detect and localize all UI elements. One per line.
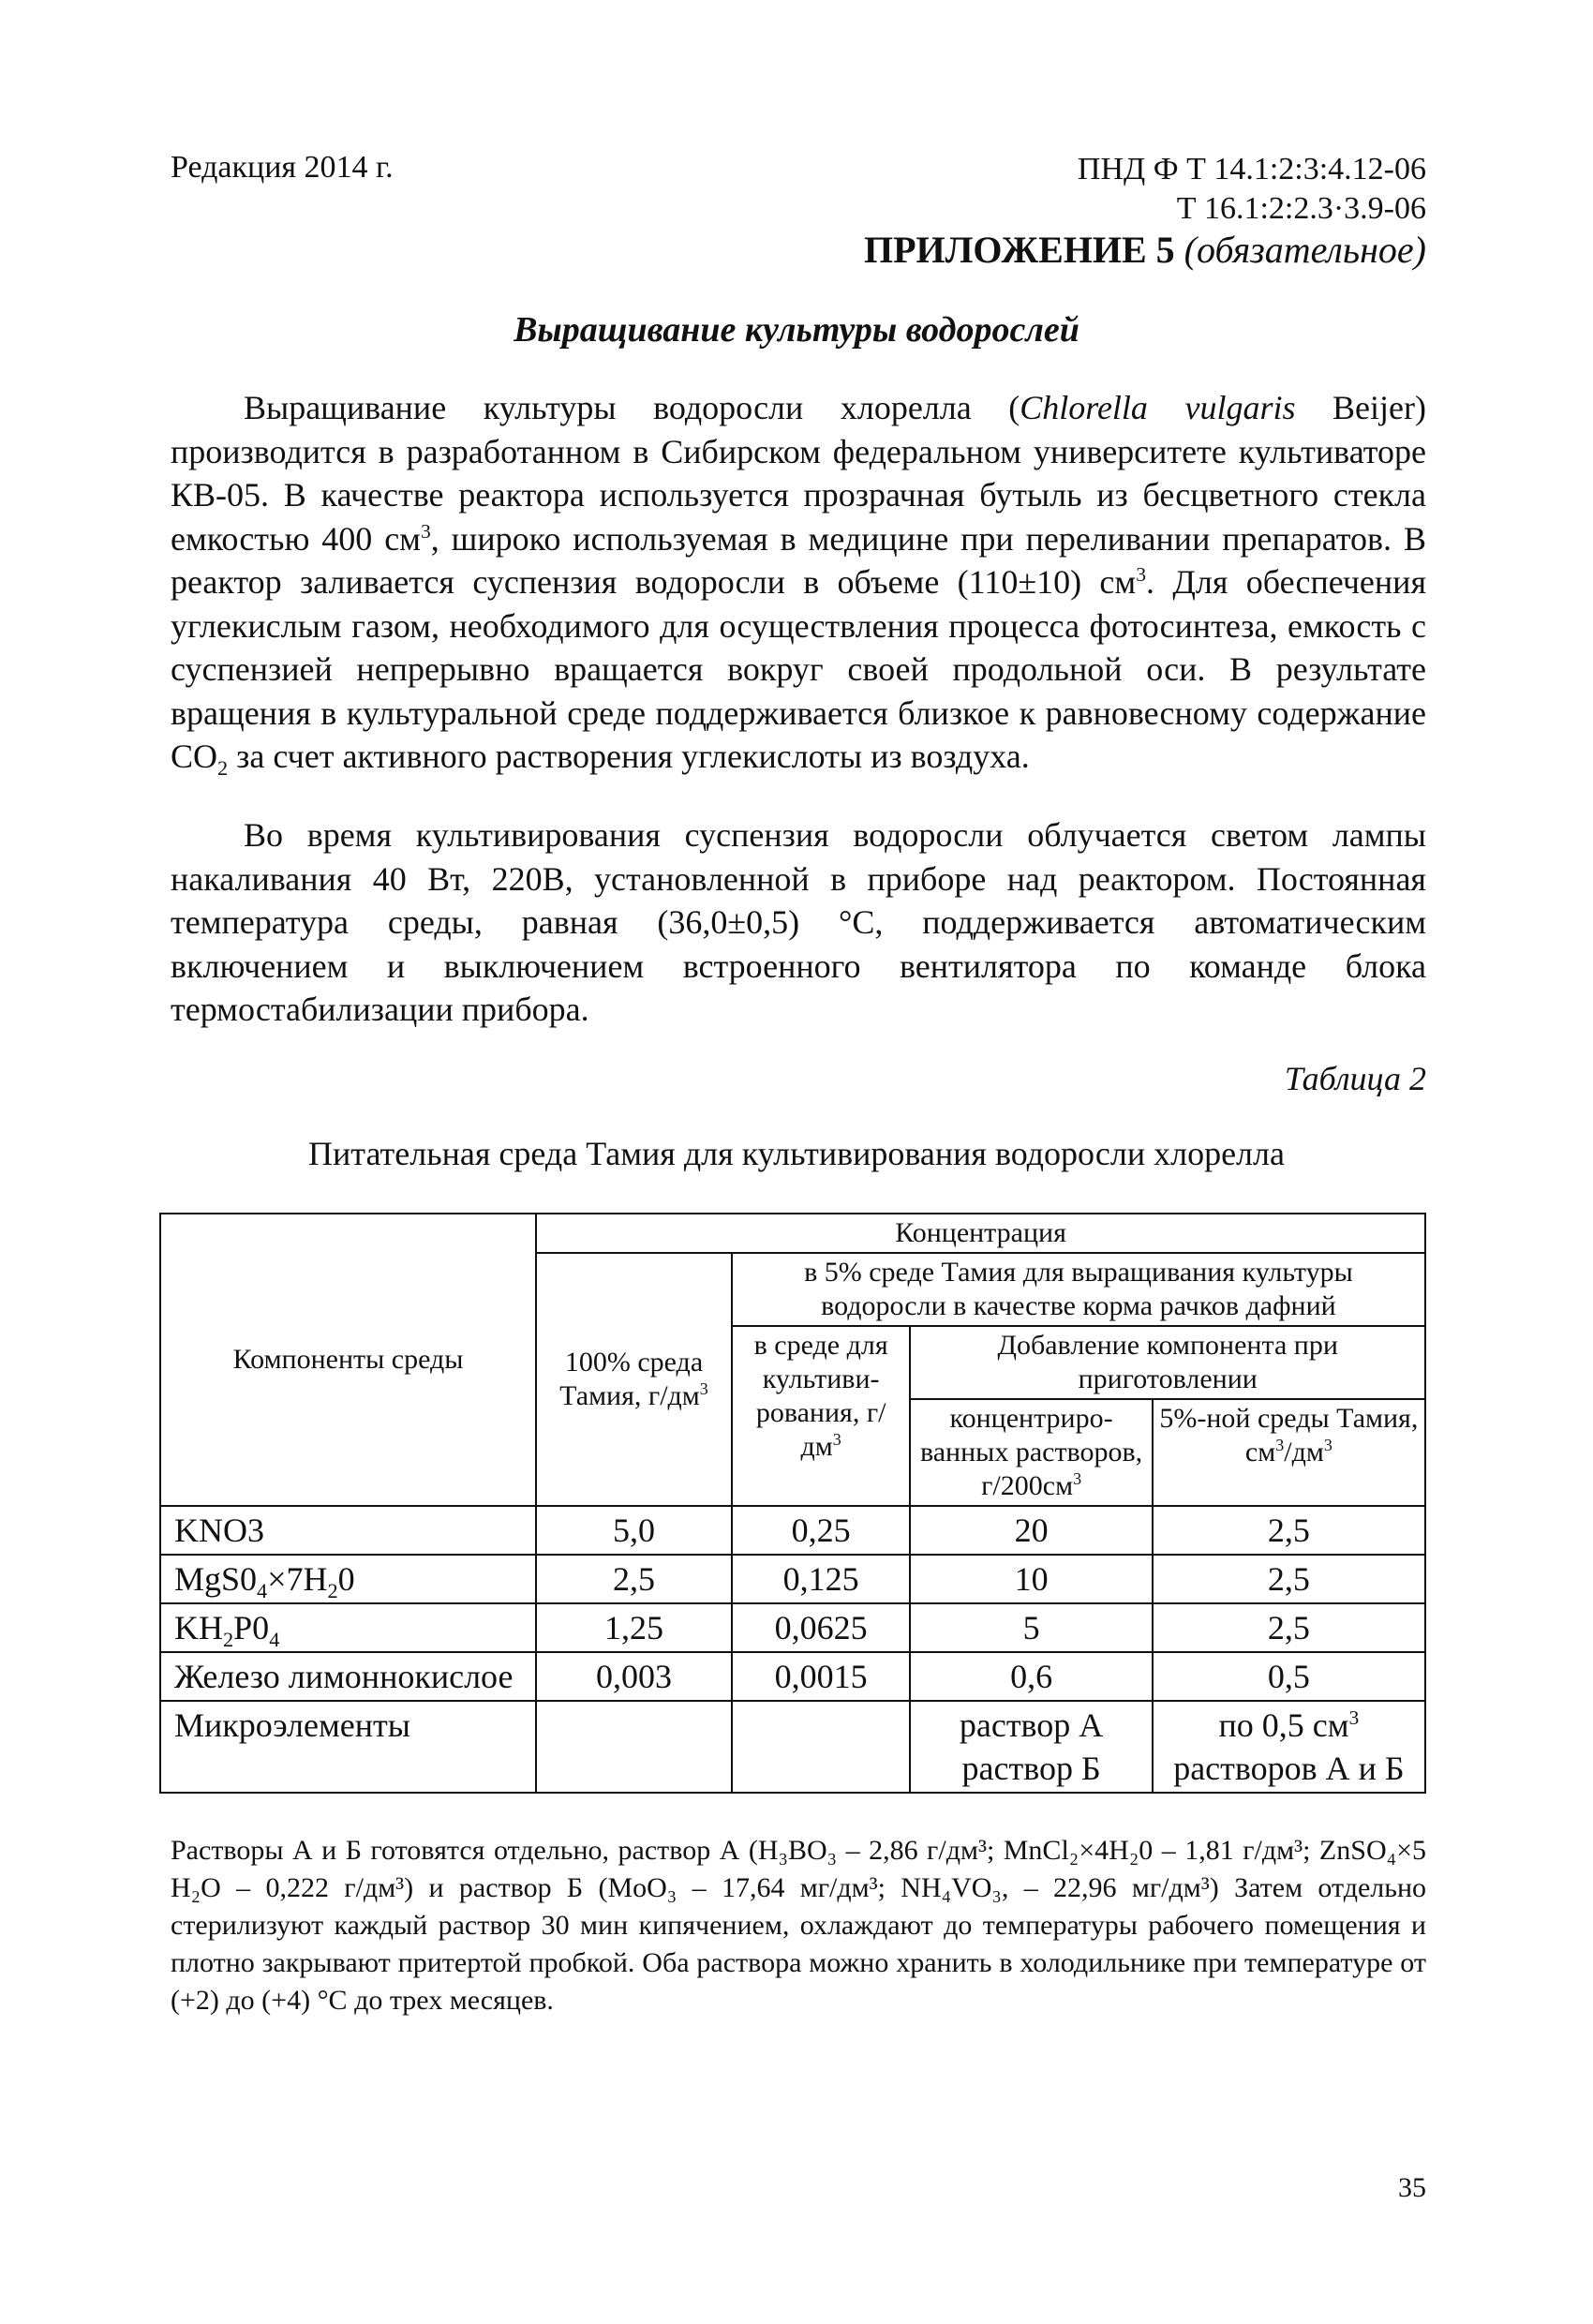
addition-cell: 2,5 [1153, 1506, 1425, 1555]
document-code-line2: Т 16.1:2:2.3·3.9-06 [1176, 191, 1426, 226]
table-footnote: Растворы А и Б готовятся отдельно, раствор А (H₃BO₃ – 2,86 г/дм³; MnCl₂×4H₂0 – 1,81 г/дм³; ZnSO₄×5 H₂O – 0,222 г/дм³) и раствор Б (MoO₃ – 17,64 мг/дм³; NH₄VO₃, – 22,96 мг/дм³) Затем отдельно стерилизуют каждый раствор 30 мин кипячением, охлаждают до температуры рабочего помещения и плотно закрывают притертой пробкой. Оба раствора можно хранить в холодильнике при температуре от (+2) до (+4) °С до трех месяцев. [171, 1835, 1426, 2016]
header-full-medium [536, 1253, 732, 1506]
document-code [1078, 150, 1426, 229]
paragraph-text: за счет активного растворения углекислоты из воздуха. [228, 737, 1030, 775]
cultivation-cell: 0,125 [732, 1555, 911, 1603]
table-row [160, 1555, 1425, 1603]
paragraph-text: . Для обеспечения углекислым газом, необходимого для осуществления процесса фотосинтеза, емкость с суспензией непрерывно вращается вокруг своей продольной оси. В результате вращения в культуральной среде поддерживается близкое к равновесному содержание СО [171, 563, 1427, 775]
cultivation-cell [732, 1701, 911, 1793]
component-cell [160, 1555, 536, 1603]
paragraph-irradiation [171, 813, 1426, 1032]
cultivation-cell: 0,0015 [732, 1652, 911, 1701]
subscript: 2 [217, 756, 229, 781]
header-components: Компоненты среды [160, 1214, 536, 1506]
document-code-line1: ПНД Ф Т 14.1:2:3:4.12-06 [1077, 152, 1426, 186]
header-text: 100% среда Тамия, г/дм [559, 1347, 704, 1411]
component-cell [160, 1603, 536, 1652]
nutrient-table [159, 1213, 1426, 1794]
addition-cell: 2,5 [1153, 1555, 1425, 1603]
concentrated-cell: 5 [910, 1603, 1152, 1652]
header-text: /дм [1284, 1437, 1324, 1467]
cell-text: KNO [174, 1512, 247, 1549]
cell-text: KH [174, 1609, 223, 1646]
full-medium-cell: 2,5 [536, 1555, 732, 1603]
cell-text: P0 [233, 1609, 270, 1646]
section-title: Выращивание культуры водорослей [514, 310, 1079, 350]
header-text: в среде для культиви-рования, г/дм [753, 1330, 888, 1462]
addition-cell: 2,5 [1153, 1603, 1425, 1652]
table-row [160, 1652, 1425, 1701]
header-addition: Добавление компонента при приготовлении [910, 1326, 1425, 1399]
subscript: 4 [269, 1628, 280, 1652]
table-label: Таблица 2 [1284, 1060, 1426, 1097]
superscript: 3 [1073, 1469, 1082, 1488]
subscript: 2 [223, 1628, 234, 1652]
paragraph-text: Выращивание культуры водоросли хлорелла ( [244, 389, 1020, 426]
subscript: 2 [327, 1579, 338, 1603]
cell-text: по 0,5 см [1218, 1706, 1349, 1744]
cell-text: ×7H [267, 1560, 328, 1598]
concentrated-cell: раствор А раствор Б [910, 1701, 1152, 1793]
header-concentration: Концентрация [536, 1214, 1425, 1253]
superscript: 3 [1323, 1436, 1332, 1454]
full-medium-cell: 1,25 [536, 1603, 732, 1652]
cell-text: растворов А и Б [1173, 1750, 1405, 1787]
cultivation-cell: 0,25 [732, 1506, 911, 1555]
paragraph-cultivation [171, 386, 1426, 779]
header-text: концентриро-ванных растворов, г/200см [919, 1403, 1143, 1501]
full-medium-cell [536, 1701, 732, 1793]
appendix-note: (обязательное) [1184, 229, 1426, 271]
component-cell [160, 1506, 536, 1555]
superscript: 3 [832, 1430, 841, 1449]
header-five-percent: в 5% среде Тамия для выращивания культуры водоросли в качестве корма рачков дафний [732, 1253, 1425, 1326]
cell-text: 0 [337, 1560, 355, 1598]
species-name: Chlorella vulgaris [1020, 389, 1296, 426]
full-medium-cell: 0,003 [536, 1652, 732, 1701]
subscript: 4 [257, 1579, 268, 1603]
cell-text: 3 [247, 1512, 264, 1549]
edition-label: Редакция 2014 г. [171, 150, 394, 185]
header-five-medium [1153, 1399, 1425, 1506]
paragraph-text: , широко используемая в медицине при переливании препаратов. В реактор заливается суспензия водоросли в объеме (110±10) см [171, 519, 1426, 601]
appendix-heading [864, 228, 1426, 272]
superscript: 3 [1275, 1436, 1285, 1454]
concentrated-cell: 10 [910, 1555, 1152, 1603]
table-row [160, 1603, 1425, 1652]
superscript: 3 [1136, 563, 1146, 586]
header-text: 5%-ной среды Тамия, см [1159, 1403, 1419, 1467]
page-number: 35 [1398, 2172, 1426, 2203]
superscript: 3 [420, 519, 431, 543]
concentrated-cell: 20 [910, 1506, 1152, 1555]
header-concentrated [910, 1399, 1152, 1506]
concentrated-cell: 0,6 [910, 1652, 1152, 1701]
paragraph-text: Во время культивирования суспензия водоросли облучается светом лампы накаливания 40 Вт, 220В, установленной в приборе над реактором. Постоянная температура среды, равная (36,0±0,5) °С, поддерживается автоматическим включением и выключением встроенного вентилятора по команде блока термостабилизации прибора. [171, 816, 1426, 1028]
cultivation-cell: 0,0625 [732, 1603, 911, 1652]
cell-text: MgS0 [174, 1560, 258, 1598]
superscript: 3 [699, 1379, 708, 1398]
component-cell: Железо лимоннокислое [160, 1652, 536, 1701]
table-row [160, 1506, 1425, 1555]
addition-cell [1153, 1701, 1425, 1793]
table-row [160, 1701, 1425, 1793]
addition-cell: 0,5 [1153, 1652, 1425, 1701]
header-cultivation [732, 1326, 911, 1506]
paragraph-text: Beijer) производится в разработанном в Сибирском федеральном университете культиваторе КВ-05. В качестве реактора используется прозрачная бутыль из бесцветного стекла емкостью 400 см [171, 389, 1426, 558]
full-medium-cell: 5,0 [536, 1506, 732, 1555]
table-caption: Питательная среда Тамия для культивирования водоросли хлорелла [308, 1135, 1285, 1172]
component-cell: Микроэлементы [160, 1701, 536, 1793]
appendix-title: ПРИЛОЖЕНИЕ 5 [863, 229, 1175, 271]
superscript: 3 [1348, 1706, 1360, 1729]
